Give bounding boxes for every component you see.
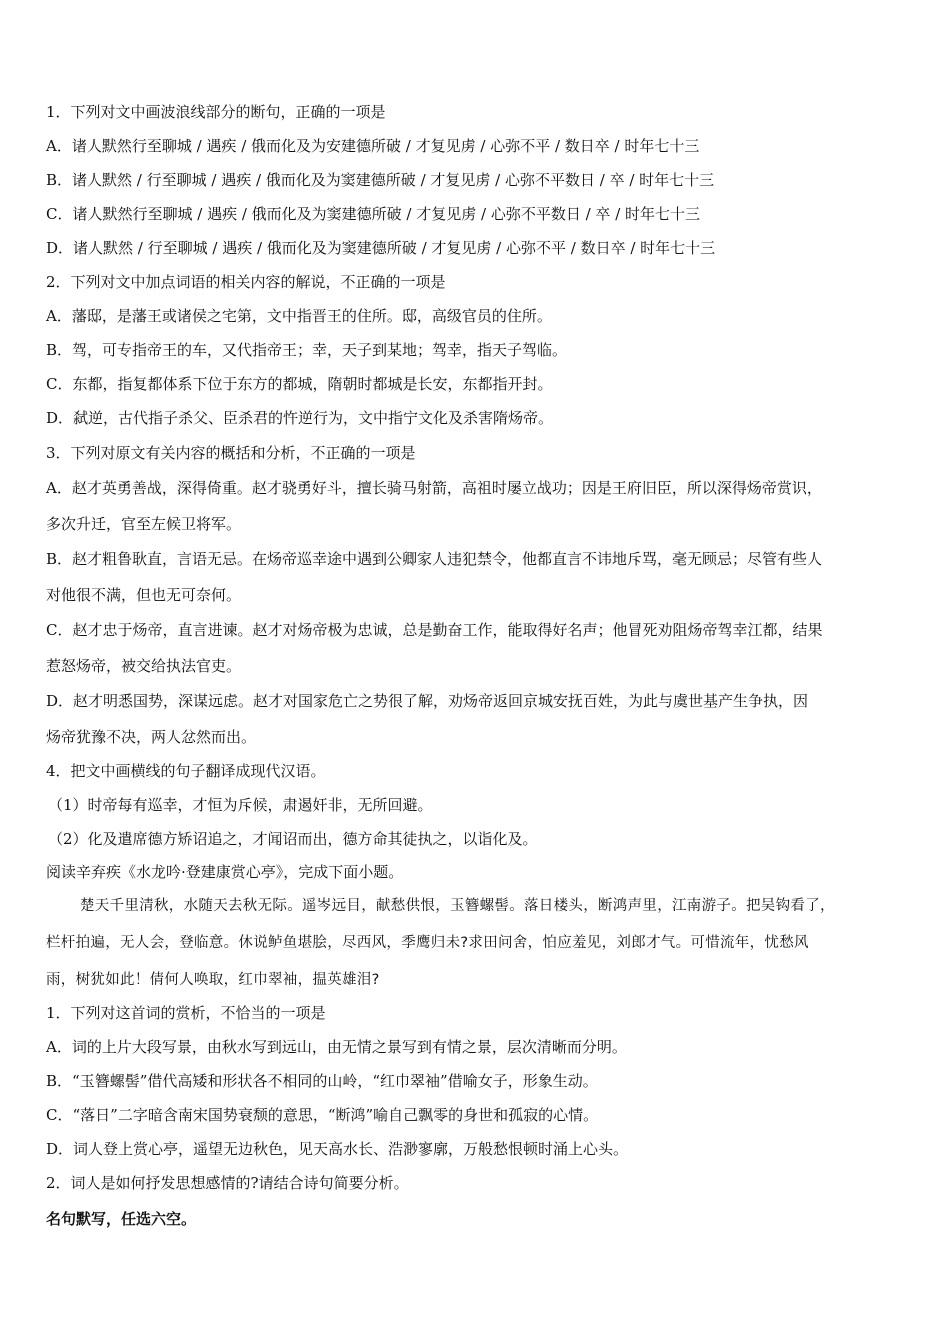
q3-option-b-line2: 对他很不满，但也无可奈何。 [46,586,242,604]
q3-option-d-line1: D．赵才明悉国势，深谋远虑。赵才对国家危亡之势很了解，劝炀帝返回京城安抚百姓，为此与虞世基产生争执，因 [46,692,809,710]
poem-q1-stem: 1．下列对这首词的赏析，不恰当的一项是 [46,1004,326,1022]
q4-sentence-1: （1）时帝每有巡幸，才恒为斥候，肃遏奸非，无所回避。 [48,796,433,814]
q4-sentence-2: （2）化及遣席德方矫诏追之，才闻诏而出，德方命其徒执之，以诣化及。 [48,830,538,848]
q1-option-b: B．诸人默然 / 行至聊城 / 遇疾 / 俄而化及为窦建德所破 / 才复见虏 / 心弥不平数日 / 卒 / 时年七十三 [46,171,715,189]
poem-line-3: 雨，树犹如此！倩何人唤取，红巾翠袖，揾英雄泪? [46,972,380,988]
q1-stem: 1．下列对文中画波浪线部分的断句，正确的一项是 [46,103,386,121]
q3-option-c-line1: C．赵才忠于炀帝，直言进谏。赵才对炀帝极为忠诚，总是勤奋工作，能取得好名声；他冒死劝阻炀帝驾幸江都，结果 [46,621,823,639]
poem-line-1: 楚天千里清秋，水随天去秋无际。遥岑远目，献愁供恨，玉簪螺髻。落日楼头，断鸿声里，江南游子。把吴钩看了， [80,898,835,914]
q2-option-b: B．驾，可专指帝王的车，又代指帝王；幸，天子到某地；驾幸，指天子驾临。 [46,341,568,359]
poem-q1-option-b: B．“玉簪螺髻”借代高矮和形状各不相同的山岭，“红巾翠袖”借喻女子，形象生动。 [46,1072,598,1090]
q2-option-c: C．东都，指复都体系下位于东方的都城，隋朝时都城是长安，东都指开封。 [46,375,553,393]
poem-q2-stem: 2．词人是如何抒发思想感情的?请结合诗句简要分析。 [46,1174,409,1192]
q3-option-d-line2: 炀帝犹豫不决，两人忿然而出。 [46,728,257,746]
q2-option-a: A．藩邸，是藩王或诸侯之宅第，文中指晋王的住所。邸，高级官员的住所。 [46,307,552,325]
poem-q1-option-c: C．“落日”二字暗含南宋国势衰颓的意思，“断鸿”喻自己飘零的身世和孤寂的心情。 [46,1106,599,1124]
section-title: 名句默写，任选六空。 [46,1210,197,1228]
q3-stem: 3．下列对原文有关内容的概括和分析，不正确的一项是 [46,444,416,462]
q2-option-d: D．弑逆，古代指子杀父、臣杀君的忤逆行为，文中指宁文化及杀害隋炀帝。 [46,409,554,427]
q3-option-b-line1: B．赵才粗鲁耿直，言语无忌。在炀帝巡幸途中遇到公卿家人违犯禁令，他都直言不讳地斥骂，毫无顾忌；尽管有些人 [46,550,823,568]
poem-q1-option-d: D．词人登上赏心亭，遥望无边秋色，见天高水长、浩渺寥廓，万般愁恨顿时涌上心头。 [46,1140,629,1158]
q1-option-d: D．诸人默然 / 行至聊城 / 遇疾 / 俄而化及为窦建德所破 / 才复见虏 / 心弥不平 / 数日卒 / 时年七十三 [46,239,716,257]
q1-option-c: C．诸人默然行至聊城 / 遇疾 / 俄而化及为窦建德所破 / 才复见虏 / 心弥不平数日 / 卒 / 时年七十三 [46,205,701,223]
reading-intro: 阅读辛弃疾《水龙吟·登建康赏心亭》，完成下面小题。 [46,863,404,881]
q3-option-a-line2: 多次升迁，官至左候卫将军。 [46,515,242,533]
q3-option-c-line2: 惹怒炀帝，被交给执法官吏。 [46,657,242,675]
q3-option-a-line1: A．赵才英勇善战，深得倚重。赵才骁勇好斗，擅长骑马射箭，高祖时屡立战功；因是王府旧臣，所以深得炀帝赏识， [46,479,822,497]
poem-q1-option-a: A．词的上片大段写景，由秋水写到远山，由无情之景写到有情之景，层次清晰而分明。 [46,1038,627,1056]
q1-option-a: A．诸人默然行至聊城 / 遇疾 / 俄而化及为安建德所破 / 才复见虏 / 心弥不平 / 数日卒 / 时年七十三 [46,137,700,155]
q2-stem: 2．下列对文中加点词语的相关内容的解说，不正确的一项是 [46,273,446,291]
q4-stem: 4．把文中画横线的句子翻译成现代汉语。 [46,762,326,780]
poem-line-2: 栏杆拍遍，无人会，登临意。休说鲈鱼堪脍，尽西风，季鹰归未?求田问舍，怕应羞见，刘郎才气。可惜流年，忧愁风 [46,935,809,951]
